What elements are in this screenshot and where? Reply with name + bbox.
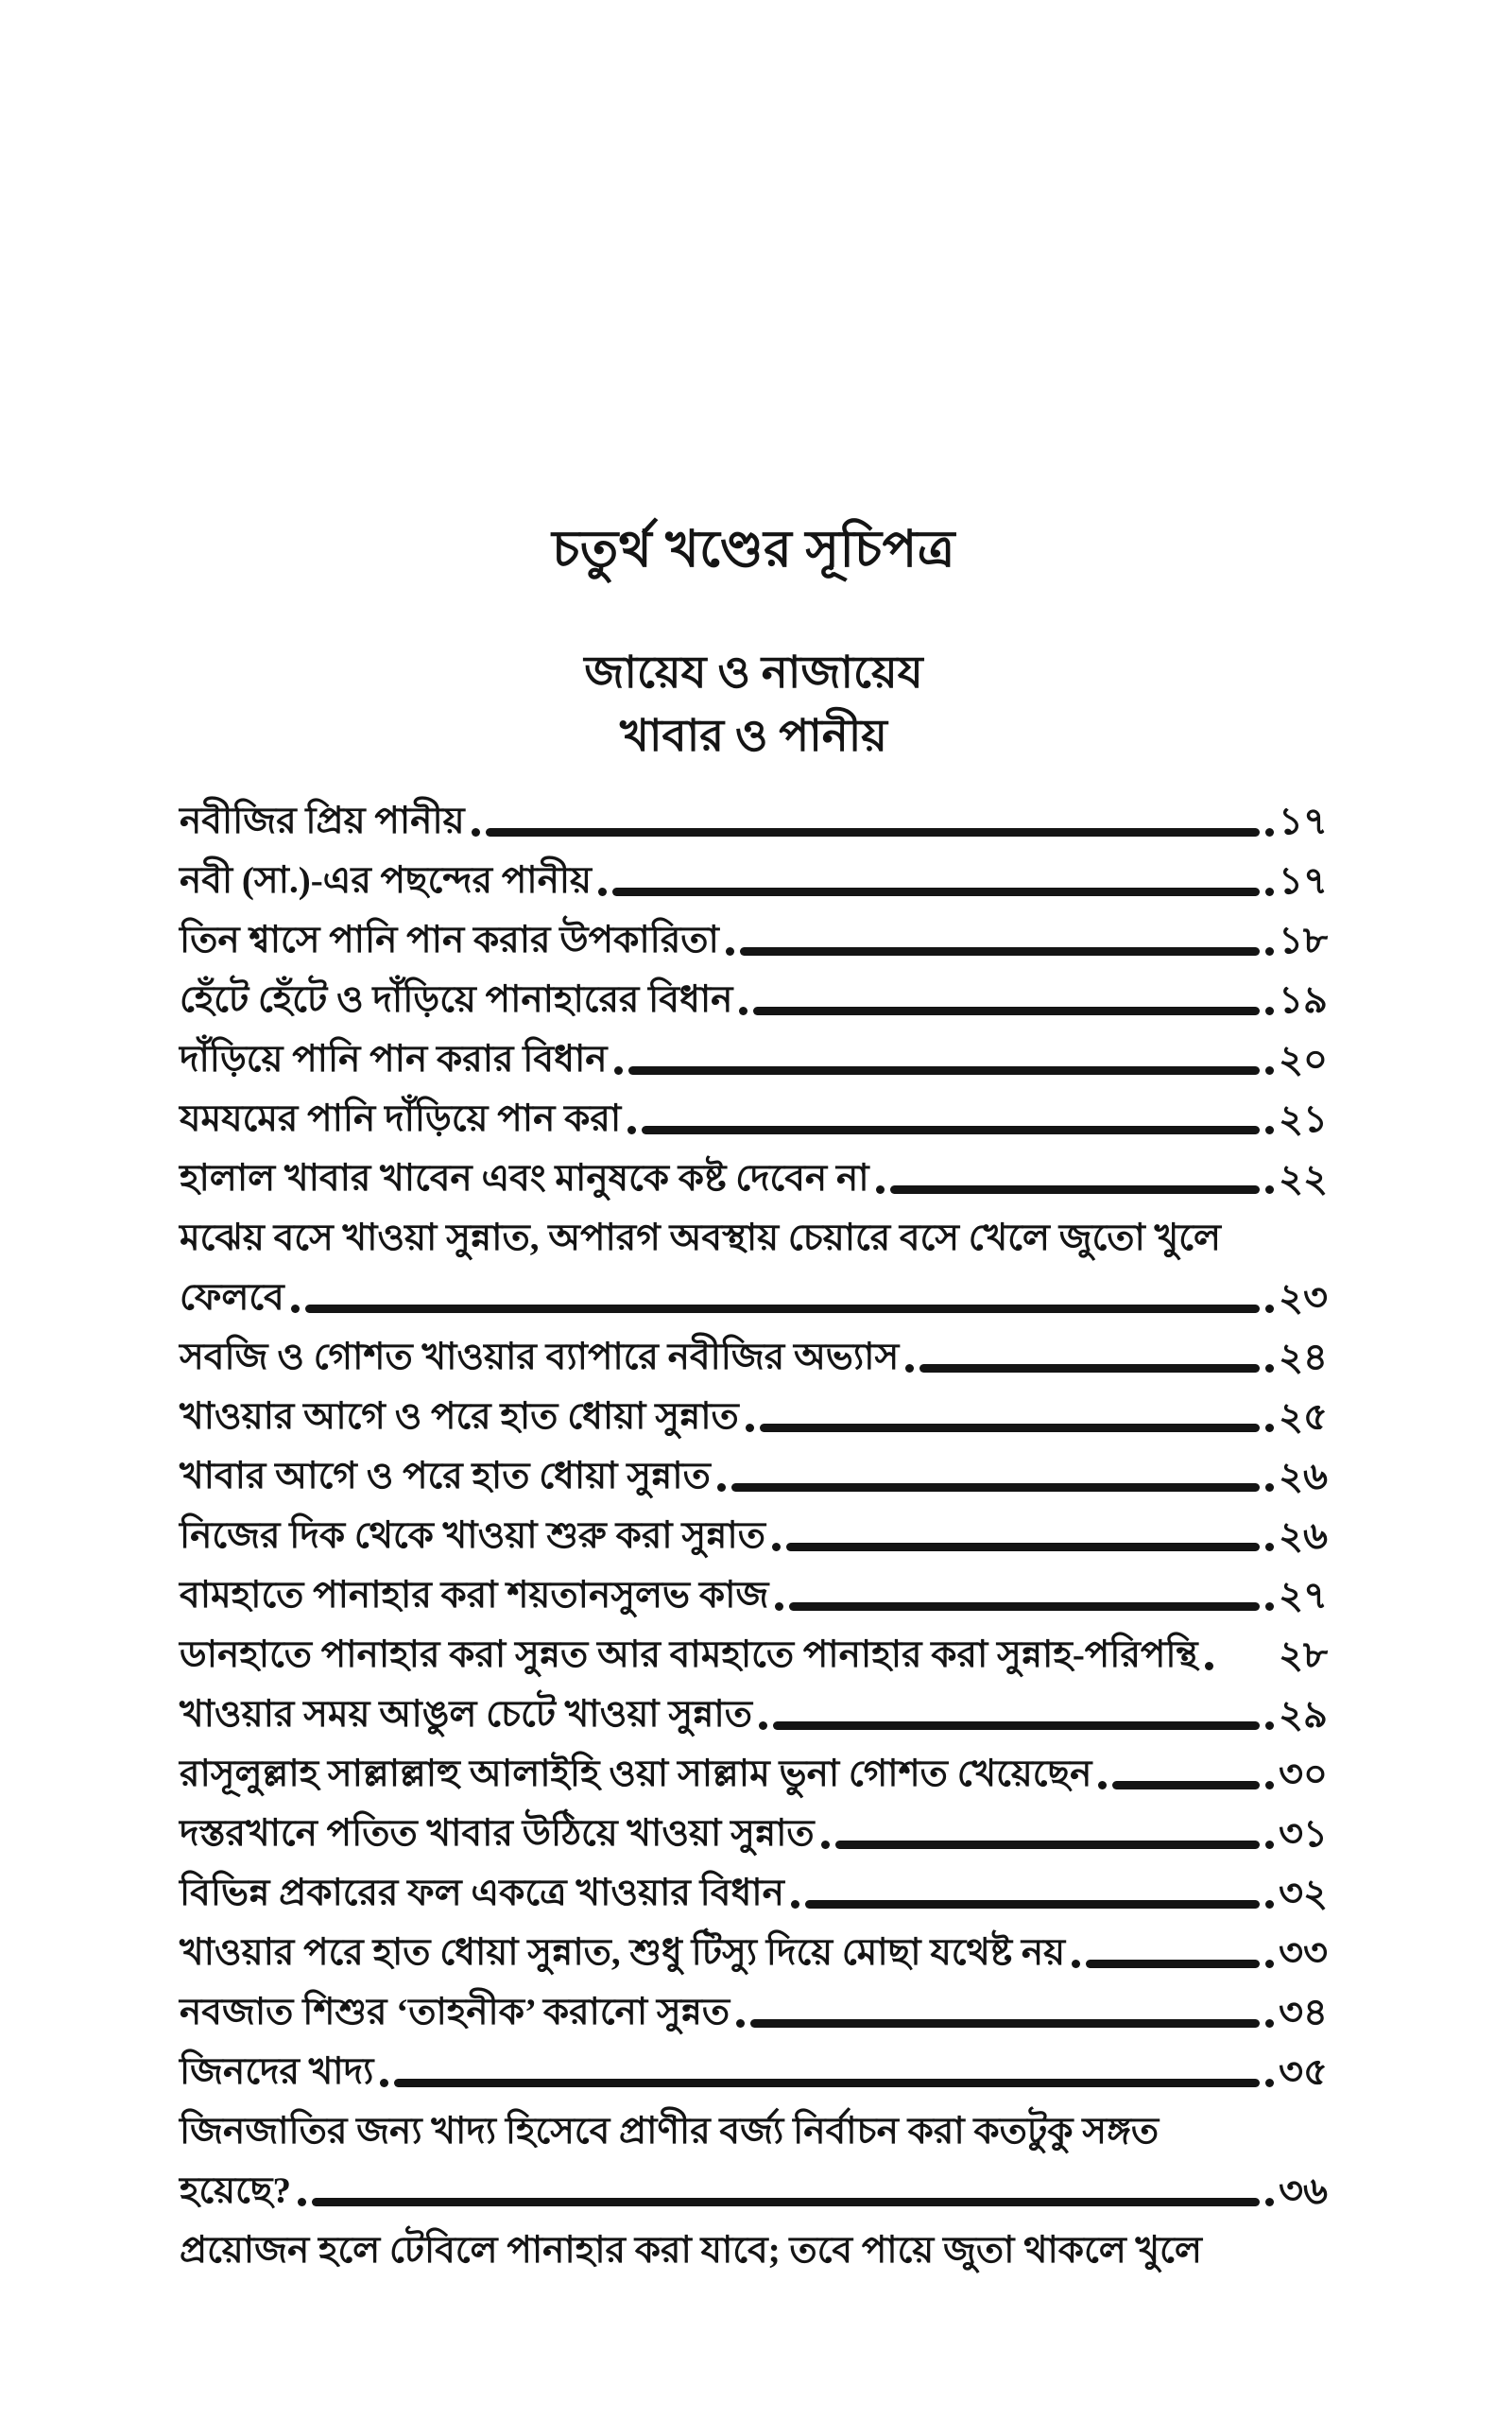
toc-entry: [180, 1265, 1328, 1324]
leader-bar: [773, 1721, 1260, 1730]
dot-leader: [791, 1860, 1274, 1920]
page-number: ৩৪: [1279, 1990, 1328, 2033]
dot-leader: [736, 1979, 1274, 2039]
leader-bar: [789, 1602, 1260, 1611]
leader-bar: [753, 1007, 1260, 1015]
entry-label: হয়েছে?: [180, 2169, 291, 2211]
page-title: চতুর্থ খণ্ডের সূচিপত্র: [552, 521, 955, 578]
page-number: ২০: [1278, 1037, 1328, 1080]
dot-leader: [298, 2158, 1274, 2218]
dot-leader: [905, 1324, 1274, 1384]
toc-entry: [180, 1682, 1328, 1741]
leader-bar: [486, 828, 1260, 837]
leader-bar: [394, 2079, 1260, 2087]
toc-entry: [180, 2099, 1328, 2158]
entry-label: প্রয়োজন হলে টেবিলে পানাহার করা যাবে; তবে পায়ে জুতা থাকলে খুলে: [180, 2229, 1202, 2271]
page-number: ৩৫: [1279, 2049, 1328, 2093]
page-number: ২৭: [1278, 1573, 1328, 1616]
page-number: ২৪: [1279, 1335, 1328, 1378]
dot-leader: [1165, 2099, 1323, 2158]
toc-entry: [180, 1622, 1328, 1682]
dot-leader: [627, 1086, 1274, 1146]
toc-entry: [180, 2039, 1328, 2099]
toc-entry: [180, 1860, 1328, 1920]
dot-leader: [598, 848, 1274, 908]
entry-label: ফেলবে: [180, 1276, 284, 1318]
entry-label: রাসূলুল্লাহ সাল্লাল্লাহু আলাইহি ওয়া সাল্লাম ভুনা গোশত খেয়েছেন: [180, 1753, 1092, 1794]
entry-label: নবী (সা.)-এর পছন্দের পানীয়: [180, 859, 593, 901]
entry-label: দস্তরখানে পতিত খাবার উঠিয়ে খাওয়া সুন্নাত: [180, 1812, 815, 1854]
section-heading: জায়েয ও নাজায়েয: [584, 648, 923, 698]
entry-label: বিভিন্ন প্রকারের ফল একত্রে খাওয়ার বিধান: [180, 1872, 784, 1913]
entry-label: জিনজাতির জন্য খাদ্য হিসেবে প্রাণীর বর্জ্য নির্বাচন করা কতটুকু সঙ্গত: [180, 2110, 1160, 2152]
dot-leader: [821, 1801, 1274, 1860]
dot-leader: [739, 967, 1274, 1027]
page-number: ২৮: [1279, 1633, 1328, 1676]
page-number: ২৬: [1278, 1513, 1328, 1557]
leader-bar: [1086, 1960, 1260, 1968]
toc-entry: [180, 1920, 1328, 1979]
toc-entry: [180, 908, 1328, 967]
toc-entry: [180, 1086, 1328, 1146]
toc-entry: [180, 848, 1328, 908]
page-number: ৩৩: [1278, 1930, 1328, 1974]
page-number: ১৭: [1279, 858, 1328, 902]
toc-entry: [180, 1503, 1328, 1563]
page-number: ২৯: [1279, 1692, 1328, 1736]
leader-bar: [312, 2198, 1260, 2206]
toc-entry: [180, 1205, 1328, 1265]
entry-label: সবজি ও গোশত খাওয়ার ব্যাপারে নবীজির অভ্যাস: [180, 1336, 900, 1377]
entry-label: হেঁটে হেঁটে ও দাঁড়িয়ে পানাহারের বিধান: [180, 978, 733, 1020]
entry-label: হালাল খাবার খাবেন এবং মানুষকে কষ্ট দেবেন না: [180, 1157, 869, 1199]
page-number: ৩৬: [1278, 2169, 1328, 2212]
subsection-heading: খাবার ও পানীয়: [620, 711, 887, 761]
leader-bar: [305, 1305, 1260, 1313]
dot-leader: [772, 1503, 1274, 1563]
entry-label: খাওয়ার সময় আঙুল চেটে খাওয়া সুন্নাত: [180, 1693, 752, 1735]
entry-label: খাওয়ার পরে হাত ধোয়া সুন্নাত, শুধু টিস্যু দিয়ে মোছা যথেষ্ট নয়: [180, 1931, 1066, 1973]
dot-leader: [1072, 1920, 1274, 1979]
toc-entry: [180, 967, 1328, 1027]
page-number: ৩০: [1278, 1752, 1328, 1795]
toc-entry: [180, 1741, 1328, 1801]
dot-leader: [472, 788, 1274, 848]
entry-label: দাঁড়িয়ে পানি পান করার বিধান: [180, 1038, 608, 1080]
dot-leader: [726, 908, 1274, 967]
leader-bar: [890, 1185, 1260, 1194]
dot-leader: [380, 2039, 1274, 2099]
page-number: ৩২: [1278, 1871, 1328, 1914]
leader-bar: [628, 1066, 1260, 1075]
page-number: ২৩: [1278, 1275, 1328, 1319]
dot-leader: [759, 1682, 1274, 1741]
leader-bar: [612, 888, 1260, 896]
dot-leader: [1098, 1741, 1274, 1801]
entry-label: বামহাতে পানাহার করা শয়তানসুলভ কাজ: [180, 1574, 769, 1616]
page-number: ৩১: [1279, 1811, 1328, 1855]
toc-entry: [180, 1979, 1328, 2039]
leader-bar: [642, 1126, 1260, 1134]
toc-entry: [180, 1801, 1328, 1860]
toc-entry: [180, 1146, 1328, 1205]
leader-bar: [760, 1424, 1260, 1432]
dot-leader: [746, 1384, 1274, 1443]
dot-leader: [1228, 1205, 1323, 1265]
entry-label: মঝেয় বসে খাওয়া সুন্নাত, অপারগ অবস্থায় চেয়ারে বসে খেলে জুতো খুলে: [180, 1217, 1221, 1258]
dot-leader: [876, 1146, 1274, 1205]
leader-bar: [1112, 1781, 1260, 1789]
entry-label: ডানহাতে পানাহার করা সুন্নত আর বামহাতে পানাহার করা সুন্নাহ-পরিপন্থি: [180, 1634, 1198, 1675]
toc-entry: [180, 1027, 1328, 1086]
page-number: ২২: [1278, 1156, 1328, 1200]
toc-entry: [180, 788, 1328, 848]
page-number: ১৮: [1279, 918, 1328, 961]
entry-label: জিনদের খাদ্য: [180, 2050, 374, 2092]
dot-leader: [1209, 2218, 1323, 2277]
toc-entry: [180, 2158, 1328, 2218]
toc-entry: [180, 1324, 1328, 1384]
dot-leader: [717, 1443, 1274, 1503]
page-number: ২৫: [1279, 1394, 1328, 1438]
toc-entry: [180, 1384, 1328, 1443]
toc-entry: [180, 1563, 1328, 1622]
toc-list: [180, 788, 1328, 2277]
dot-leader: [1205, 1622, 1274, 1682]
entry-label: তিন শ্বাসে পানি পান করার উপকারিতা: [180, 919, 719, 960]
leader-bar: [786, 1543, 1260, 1551]
toc-entry: [180, 2218, 1328, 2277]
entry-label: যমযমের পানি দাঁড়িয়ে পান করা: [180, 1098, 622, 1139]
toc-entry: [180, 1443, 1328, 1503]
dot-leader: [614, 1027, 1274, 1086]
entry-label: নবজাত শিশুর ‘তাহনীক’ করানো সুন্নত: [180, 1991, 730, 2032]
leader-bar: [740, 947, 1260, 956]
leader-bar: [919, 1364, 1260, 1373]
entry-label: নবীজির প্রিয় পানীয়: [180, 800, 465, 841]
leader-bar: [805, 1900, 1260, 1909]
page-number: ১৭: [1279, 799, 1328, 842]
entry-label: খাবার আগে ও পরে হাত ধোয়া সুন্নাত: [180, 1455, 711, 1496]
page-number: ২১: [1279, 1097, 1328, 1140]
page-number: ১৯: [1279, 977, 1328, 1021]
dot-leader: [291, 1265, 1274, 1324]
entry-label: নিজের দিক থেকে খাওয়া শুরু করা সুন্নাত: [180, 1514, 765, 1556]
leader-bar: [835, 1841, 1260, 1849]
leader-bar: [750, 2019, 1260, 2028]
page-number: ২৬: [1278, 1454, 1328, 1497]
entry-label: খাওয়ার আগে ও পরে হাত ধোয়া সুন্নাত: [180, 1395, 739, 1437]
dot-leader: [775, 1563, 1274, 1622]
leader-bar: [731, 1483, 1260, 1492]
